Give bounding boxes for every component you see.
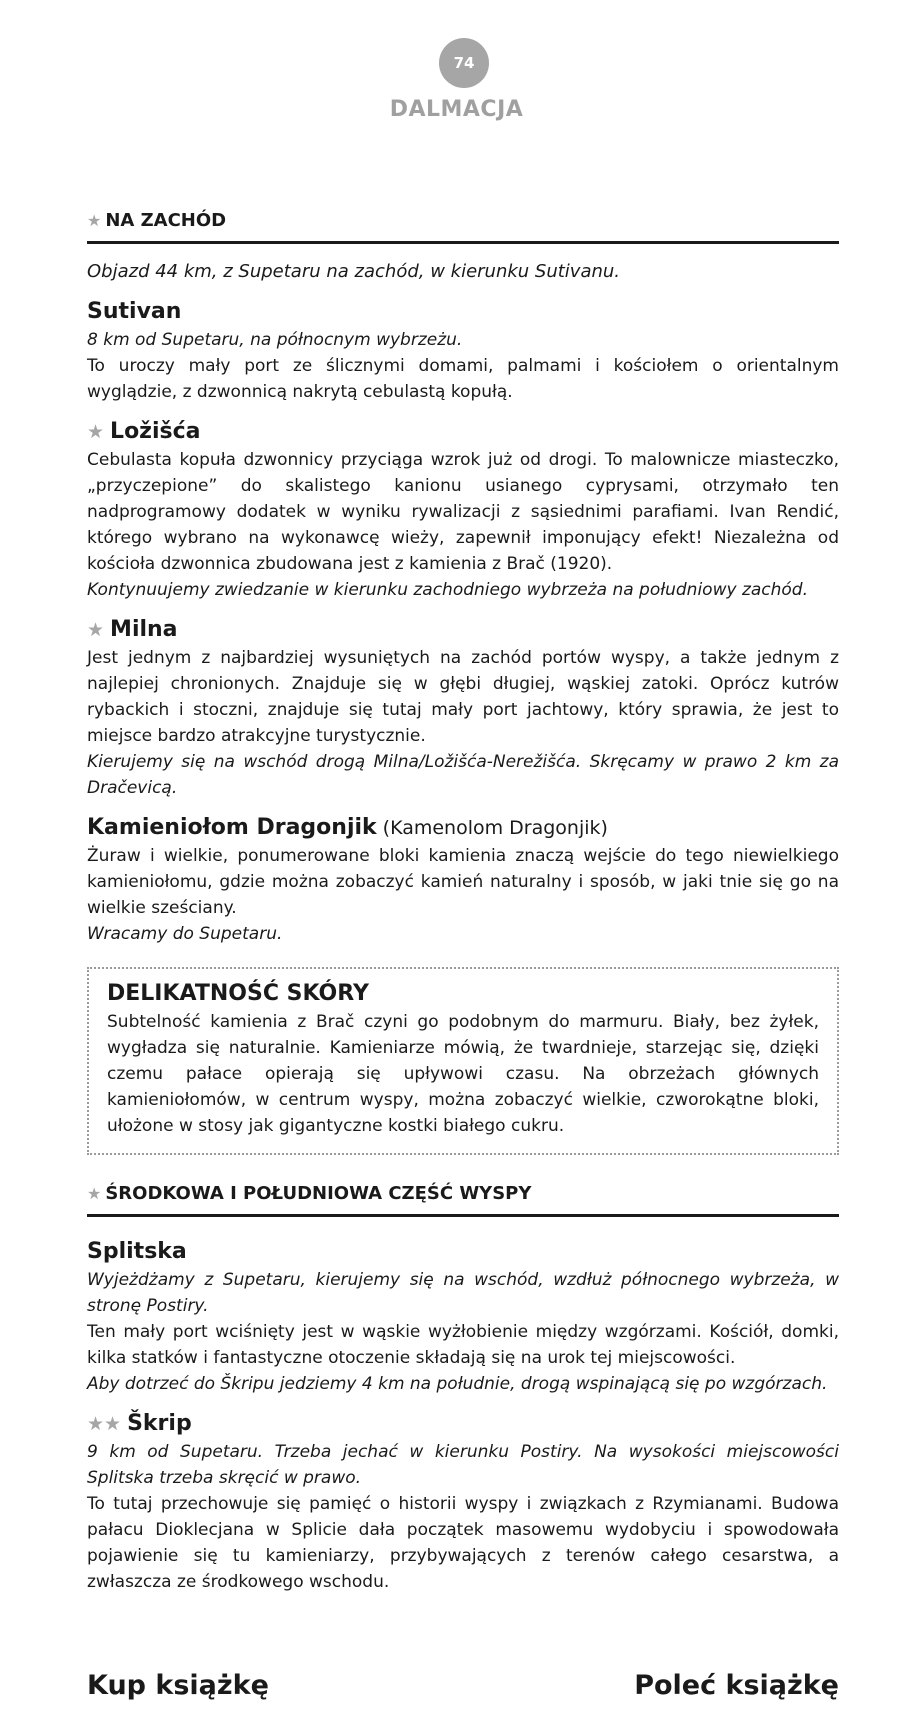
chapter-title: DALMACJA [389,97,524,122]
page-number-badge: 74 [439,38,489,88]
entry-paragraph: Kierujemy się na wschód drogą Milna/Ložišća-Nerežišća. Skręcamy w prawo 2 km za Dračevicą. [87,752,839,798]
entry-title-text: Kamieniołom Dragonjik [87,815,377,840]
entry-paragraph: Jest jednym z najbardziej wysuniętych na zachód portów wyspy, a także jednym z najlepiej chronionych. Znajduje się w głębi długiej, wąskiej zatoki. Oprócz kutrów rybackich i stoczni, znajduje się tutaj mały port jachtowy, który sprawia, że jest to miejsce bardzo atrakcyjne turystycznie. [87,648,839,746]
page-content [87,210,839,1595]
entry-title [87,297,839,327]
entry-title [87,813,839,843]
entry-paragraph: Żuraw i wielkie, ponumerowane bloki kamienia znaczą wejście do tego niewielkiego kamieniołomu, gdzie można zobaczyć kamień naturalny i sposób, w jaki tnie się go na wielkie sześciany. [87,846,839,918]
entry-title-text: Sutivan [87,299,182,324]
entry-title-text: Milna [110,617,178,642]
entry-title [87,615,839,645]
buy-book-link[interactable]: Kup książkę [87,1670,269,1701]
entry-paragraph: Wracamy do Supetaru. [87,924,283,944]
star-icon: ★ [87,421,105,443]
entry-title [87,1237,839,1267]
entry-paragraph: Cebulasta kopuła dzwonnicy przyciąga wzrok już od drogi. To malownicze miasteczko, „przyczepione” do skalistego kanionu usianego cyprysami, otrzymało ten nadprogramowy dodatek w wyniku rywalizacji z sąsiednimi parafiami. Ivan Rendić, którego wybrano na wykonawcę wieży, zapewnił imponujący efekt! Niezależna od kościoła dzwonnica zbudowana jest z kamienia z Brač (1920). [87,450,839,574]
section-heading [87,210,839,244]
section-heading-text: ŚRODKOWA I POŁUDNIOWA CZĘŚĆ WYSPY [105,1183,532,1204]
entry-title-text: Splitska [87,1239,187,1264]
info-box-title: DELIKATNOŚĆ SKÓRY [107,981,369,1006]
info-box [87,967,839,1155]
entry-paragraph: Aby dotrzeć do Škripu jedziemy 4 km na południe, drogą wspinającą się po wzgórzach. [87,1374,828,1394]
entry-paragraph: To tutaj przechowuje się pamięć o historii wyspy i związkach z Rzymianami. Budowa pałacu Dioklecjana w Splicie dała początek masowemu wydobyciu i spowodowała pojawienie się tu kamieniarzy, przybywających z terenów całego cesarstwa, a zwłaszcza ze środkowego wschodu. [87,1494,839,1592]
entry-paragraph: Kontynuujemy zwiedzanie w kierunku zachodniego wybrzeża na południowy zachód. [87,580,809,600]
footer-links [87,1670,839,1701]
entry-title [87,1409,839,1439]
entry-title [87,417,839,447]
section-lead: Objazd 44 km, z Supetaru na zachód, w kierunku Sutivanu. [87,261,621,282]
entry-paragraph: 8 km od Supetaru, na północnym wybrzeżu. [87,330,463,350]
entry-title-text: Ložišća [110,419,201,444]
recommend-book-link[interactable]: Poleć książkę [634,1670,839,1701]
star-icon: ★ [87,1184,102,1203]
entry-title-text: Škrip [127,1411,192,1436]
star-icon: ★ [87,211,102,230]
star-icon: ★ [87,619,105,641]
section-heading [87,1183,839,1217]
entry-title-alt: (Kamenolom Dragonjik) [382,817,608,839]
section-heading-text: NA ZACHÓD [105,210,227,231]
entry-paragraph: Ten mały port wciśnięty jest w wąskie wyżłobienie między wzgórzami. Kościół, domki, kilka statków i fantastyczne otoczenie składają się na urok tej miejscowości. [87,1322,839,1368]
info-box-text: Subtelność kamienia z Brač czyni go podobnym do marmuru. Biały, bez żyłek, wygładza się naturalnie. Kamieniarze mówią, że twardnieje, starzejąc się, dzięki czemu pałace opierają się upływowi czasu. Na obrzeżach głównych kamieniołomów, w centrum wyspy, można zobaczyć wielkie, czworokątne bloki, ułożone w stosy jak gigantyczne kostki białego cukru. [107,1012,819,1136]
star-icon: ★★ [87,1413,122,1435]
entry-paragraph: To uroczy mały port ze ślicznymi domami, palmami i kościołem o orientalnym wyglądzie, z dzwonnicą nakrytą cebulastą kopułą. [87,356,839,402]
entry-paragraph: 9 km od Supetaru. Trzeba jechać w kierunku Postiry. Na wysokości miejscowości Splitska trzeba skręcić w prawo. [87,1442,839,1488]
entry-paragraph: Wyjeżdżamy z Supetaru, kierujemy się na wschód, wzdłuż północnego wybrzeża, w stronę Postiry. [87,1270,839,1316]
